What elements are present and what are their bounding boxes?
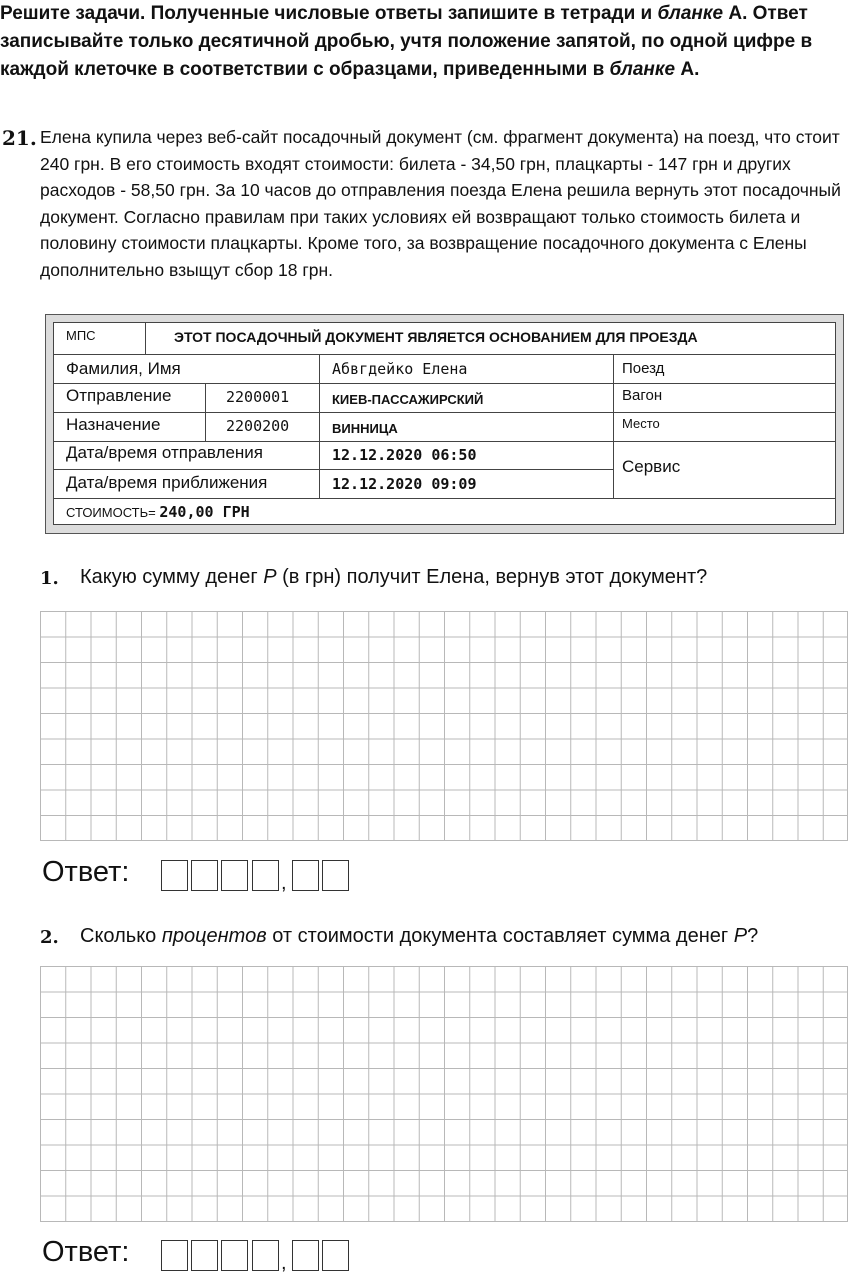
answer-2-digit-box-4[interactable] — [252, 1240, 279, 1271]
answer-1-digit-box-6[interactable] — [322, 860, 349, 891]
name-label: Фамилия, Имя — [54, 355, 320, 384]
seat-label: Место — [614, 413, 835, 442]
ticket-body — [53, 322, 836, 525]
departure-code: 2200001 — [206, 384, 320, 413]
ticket-fragment — [45, 314, 844, 534]
question-2-italic: процентов — [161, 925, 267, 947]
answer-label-1: Ответ: — [42, 856, 130, 888]
question-2-text-b: от стоимости документа составляет сумма денег — [266, 925, 734, 947]
departure-station: КИЕВ-ПАССАЖИРСКИЙ — [320, 384, 614, 413]
question-1-variable: P — [263, 566, 277, 588]
task-text: Елена купила через веб-сайт посадочный документ (см. фрагмент документа) на поезд, что стоит 240 грн. В его стоимость входят стоимости: билета - 34,50 грн, плацкарты - 147 грн и других расходов - 58,50 грн. За 10 часов до отправления поезда Елена решила вернуть этот посадочный документ. Согласно правилам при таких условиях ей возвращают только стоимость билета и половину стоимости плацкарты. Кроме того, за возвращение посадочного документа с Елены дополнительно взыщут сбор 18 грн. — [40, 127, 841, 280]
answer-2-digit-box-5[interactable] — [292, 1240, 319, 1271]
question-1-text-a: Какую сумму денег — [80, 566, 264, 588]
question-1-number: 1. — [40, 568, 59, 589]
ticket-header: ЭТОТ ПОСАДОЧНЫЙ ДОКУМЕНТ ЯВЛЯЕТСЯ ОСНОВАНИЕМ ДЛЯ ПРОЕЗДА — [146, 323, 835, 355]
question-1-text-b: (в грн) получит Елена, вернув этот документ? — [276, 566, 708, 588]
question-2-variable: P — [733, 925, 748, 947]
car-label: Вагон — [614, 384, 835, 413]
dep-time-value: 12.12.2020 06:50 — [320, 442, 614, 470]
question-1-text — [80, 566, 707, 589]
instruction-text-1: Решите задачи. Полученные числовые ответы запишите в тетради и — [0, 3, 658, 24]
service-label: Сервис — [614, 442, 835, 499]
cost-row — [54, 499, 835, 524]
destination-code: 2200200 — [206, 413, 320, 442]
answer-2-digit-box-6[interactable] — [322, 1240, 349, 1271]
answer-1-decimal-comma: , — [281, 872, 287, 894]
answer-2-digit-box-1[interactable] — [161, 1240, 188, 1271]
answer-1-digit-box-1[interactable] — [161, 860, 188, 891]
question-2-text-c: ? — [747, 925, 759, 947]
cost-value: 240,00 ГРН — [159, 503, 250, 521]
instruction-text-2: А. Ответ записывайте только десятичной дробью, учтя положение запятой, по одной цифре в каждой клеточке в соответствии с образцами, приведенными в — [0, 3, 813, 80]
train-label: Поезд — [614, 355, 835, 384]
instruction-italic-1: бланке — [657, 3, 724, 24]
ticket-org: МПС — [54, 323, 146, 355]
cost-label: СТОИМОСТЬ= — [66, 505, 156, 520]
dep-time-label: Дата/время отправления — [54, 442, 320, 470]
name-value: Абвгдейко Елена — [320, 355, 614, 384]
work-grid-1[interactable] — [40, 611, 848, 841]
answer-1-digit-box-5[interactable] — [292, 860, 319, 891]
work-grid-2[interactable] — [40, 966, 848, 1222]
answer-2-decimal-comma: , — [281, 1252, 287, 1274]
question-2-number: 2. — [40, 927, 59, 948]
destination-station: ВИННИЦА — [320, 413, 614, 442]
task-number: 21. — [2, 126, 37, 150]
arr-time-value: 12.12.2020 09:09 — [320, 470, 614, 499]
answer-1-digit-box-3[interactable] — [221, 860, 248, 891]
instruction — [0, 0, 848, 84]
answer-label-2: Ответ: — [42, 1236, 130, 1268]
instruction-italic-2: бланке — [609, 59, 676, 80]
arr-time-label: Дата/время приближения — [54, 470, 320, 499]
answer-1-digit-box-2[interactable] — [191, 860, 218, 891]
destination-label: Назначение — [54, 413, 206, 442]
question-2-text — [80, 925, 758, 948]
answer-1-digit-box-4[interactable] — [252, 860, 279, 891]
departure-label: Отправление — [54, 384, 206, 413]
instruction-text-3: А. — [675, 59, 700, 80]
question-2-text-a: Сколько — [80, 925, 162, 947]
answer-2-digit-box-3[interactable] — [221, 1240, 248, 1271]
answer-2-digit-box-2[interactable] — [191, 1240, 218, 1271]
